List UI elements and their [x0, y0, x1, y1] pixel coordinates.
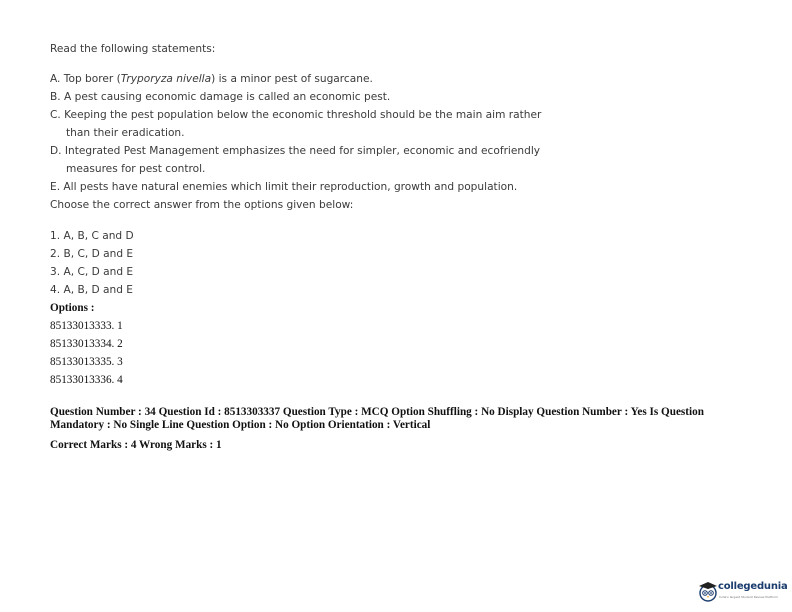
- statement-c: C. Keeping the pest population below the economic threshold should be the main aim rather: [50, 109, 542, 121]
- choice-2: 2. B, C, D and E: [50, 248, 134, 260]
- statement-d: D. Integrated Pest Management emphasizes the need for simpler, economic and ecofriendly: [50, 145, 541, 157]
- statement-a: [50, 72, 373, 86]
- statement-b: B. A pest causing economic damage is called an economic pest.: [50, 91, 391, 103]
- statement-a-prefix: A. Top borer (: [50, 73, 121, 85]
- choice-3: 3. A, C, D and E: [50, 266, 134, 278]
- choice-4: 4. A, B, D and E: [50, 284, 133, 296]
- logo-wordmark: collegedunia: [718, 581, 788, 592]
- option-id-3: 85133013335. 3: [50, 356, 123, 368]
- statement-c-continued: than their eradication.: [66, 127, 185, 139]
- question-intro: Read the following statements:: [50, 43, 216, 55]
- question-prompt: Choose the correct answer from the options given below:: [50, 199, 354, 211]
- option-id-2: 85133013334. 2: [50, 338, 123, 350]
- statement-a-species: Tryporyza nivella: [120, 73, 212, 85]
- question-marks: Correct Marks : 4 Wrong Marks : 1: [50, 439, 222, 451]
- option-id-4: 85133013336. 4: [50, 374, 123, 386]
- graduate-owl-icon: [697, 580, 719, 602]
- choice-1: 1. A, B, C and D: [50, 230, 134, 242]
- option-id-1: 85133013333. 1: [50, 320, 123, 332]
- statement-d-continued: measures for pest control.: [66, 163, 206, 175]
- collegedunia-logo: [697, 578, 787, 606]
- statement-e: E. All pests have natural enemies which limit their reproduction, growth and population.: [50, 181, 518, 193]
- statement-a-suffix: ) is a minor pest of sugarcane.: [211, 73, 373, 85]
- logo-tagline: India's largest Student Review Platform: [719, 595, 779, 599]
- options-heading: Options :: [50, 302, 95, 314]
- question-meta-info: Question Number : 34 Question Id : 8513303337 Question Type : MCQ Option Shuffling : No Display Question Number : Yes Is Question Mandatory : No Single Line Question Option : No Option Orientation : Vertical: [50, 406, 704, 431]
